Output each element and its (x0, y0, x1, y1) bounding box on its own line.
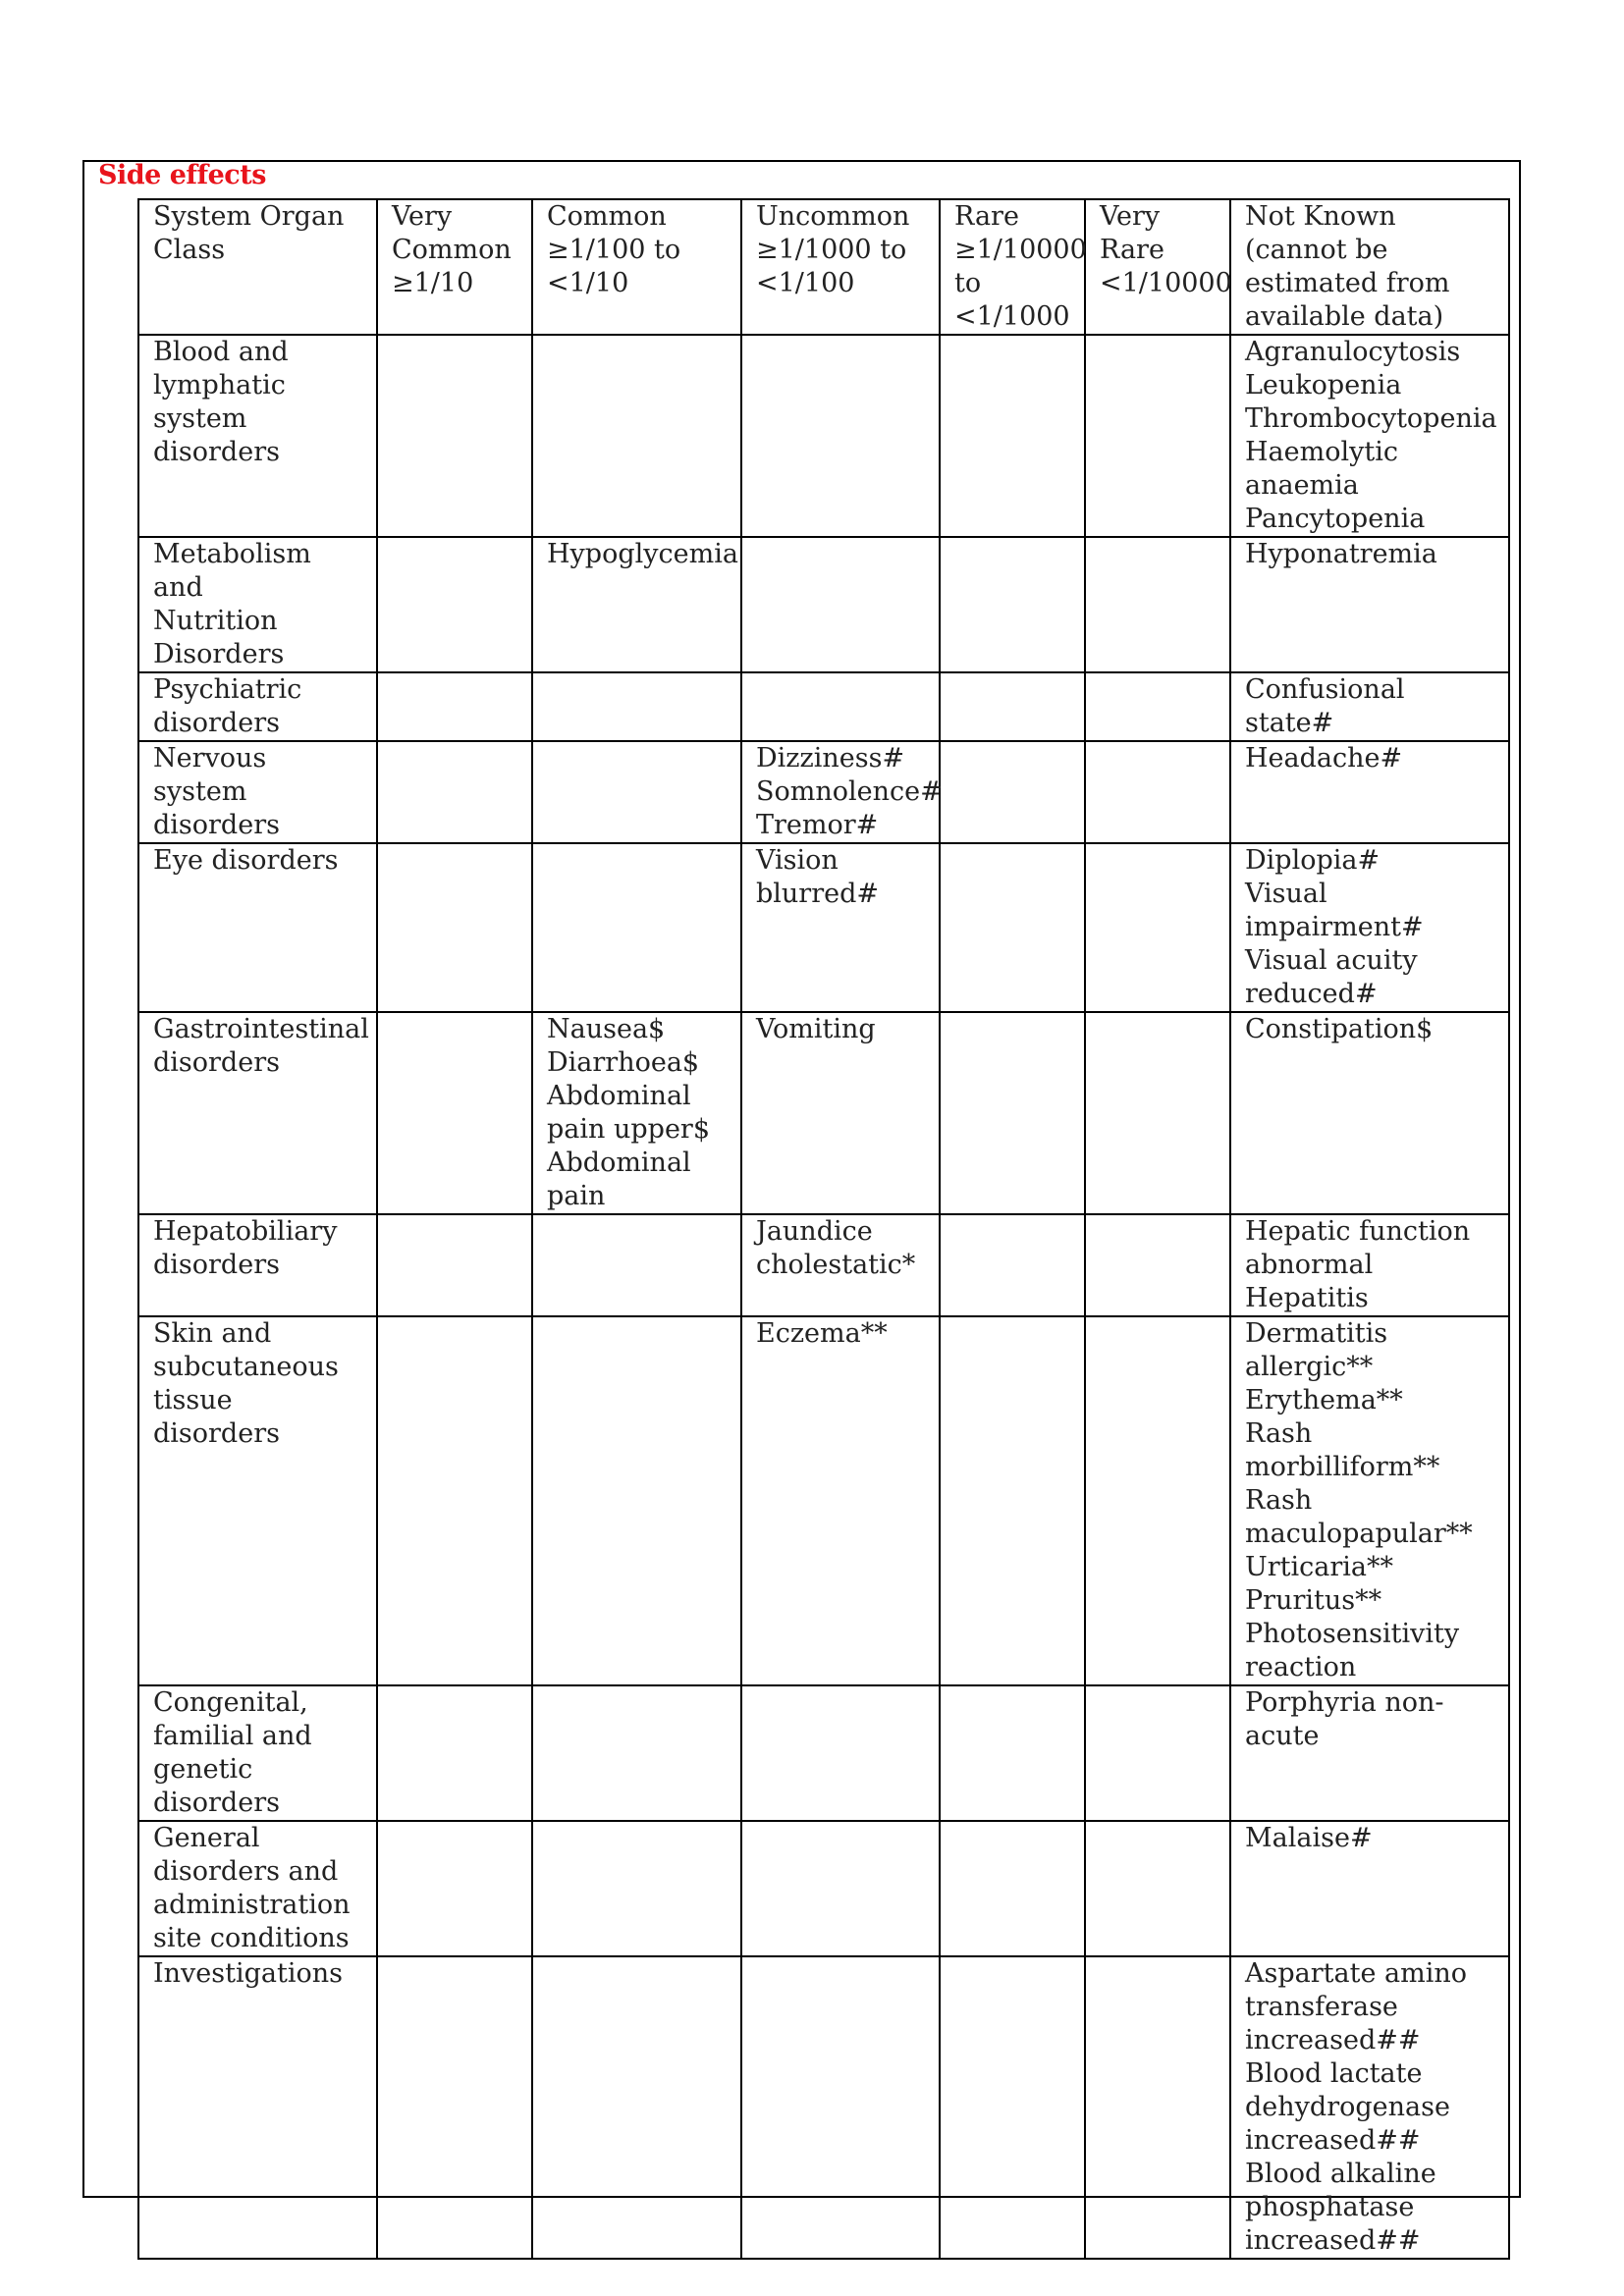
cell-uncommon (741, 1316, 940, 1685)
cell-text: Aspartate amino transferase increased## Blood lactate dehydrogenase increased## Blood alkaline phosphatase increased## (1245, 1958, 1467, 2256)
cell-text: Eye disorders (153, 845, 339, 876)
cell-very-rare (1085, 1821, 1230, 1956)
table-row (138, 1316, 1509, 1685)
header-common: Common ≥1/100 to <1/10 (532, 199, 741, 335)
table-row (138, 1012, 1509, 1214)
cell-text: Diplopia# Visual impairment# Visual acuity reduced# (1245, 845, 1424, 1009)
cell-very-rare (1085, 741, 1230, 843)
cell-not-known (1230, 1214, 1509, 1316)
cell-common (532, 672, 741, 741)
cell-rare (940, 1316, 1085, 1685)
cell-uncommon (741, 741, 943, 843)
table-row (138, 672, 1509, 741)
cell-very-rare (1085, 1316, 1230, 1685)
cell-common (532, 1316, 741, 1685)
cell-common (532, 1685, 741, 1821)
section-title: Side effects (98, 160, 266, 190)
cell-text: Jaundice cholestatic* (756, 1216, 916, 1280)
cell-text: Confusional state# (1245, 674, 1405, 738)
cell-system-organ-class (138, 741, 377, 843)
cell-system-organ-class (138, 1012, 377, 1214)
cell-system-organ-class (138, 335, 377, 537)
cell-rare (940, 843, 1085, 1012)
header-not-known: Not Known (cannot be estimated from available data) (1230, 199, 1509, 335)
cell-not-known (1230, 1956, 1509, 2259)
header-row (138, 199, 1509, 335)
cell-rare (940, 1821, 1085, 1956)
cell-not-known (1230, 335, 1509, 537)
cell-text: Vomiting (756, 1014, 876, 1044)
cell-not-known (1230, 672, 1509, 741)
cell-very-common (377, 741, 532, 843)
cell-very-common (377, 335, 532, 537)
cell-system-organ-class (138, 1956, 377, 2259)
cell-rare (940, 1012, 1085, 1214)
cell-text: Dermatitis allergic** Erythema** Rash morbilliform** Rash maculopapular** Urticaria** Pruritus** Photosensitivity reaction (1245, 1318, 1473, 1682)
cell-uncommon (741, 1012, 940, 1214)
cell-very-rare (1085, 1956, 1230, 2259)
table-row (138, 843, 1509, 1012)
cell-text: General disorders and administration site conditions (153, 1823, 351, 1953)
cell-uncommon (741, 335, 940, 537)
table-row (138, 1821, 1509, 1956)
cell-text: Investigations (153, 1958, 343, 1989)
cell-uncommon (741, 672, 940, 741)
cell-text: Dizziness# Somnolence# Tremor# (756, 743, 943, 840)
cell-rare (940, 1956, 1085, 2259)
cell-system-organ-class (138, 1316, 377, 1685)
cell-system-organ-class (138, 1821, 377, 1956)
cell-very-common (377, 1012, 532, 1214)
cell-common (532, 741, 741, 843)
cell-very-rare (1085, 843, 1230, 1012)
cell-uncommon (741, 1821, 940, 1956)
cell-common (532, 1956, 741, 2259)
cell-not-known (1230, 1012, 1509, 1214)
header-uncommon: Uncommon ≥1/1000 to <1/100 (741, 199, 940, 335)
cell-very-rare (1085, 1012, 1230, 1214)
cell-very-common (377, 1316, 532, 1685)
cell-rare (940, 672, 1085, 741)
cell-common (532, 1821, 741, 1956)
cell-very-common (377, 537, 532, 672)
cell-not-known (1230, 1316, 1509, 1685)
cell-text: Metabolism and Nutrition Disorders (153, 539, 311, 669)
cell-not-known (1230, 1821, 1509, 1956)
cell-very-common (377, 1214, 532, 1316)
cell-text: Psychiatric disorders (153, 674, 302, 738)
cell-very-rare (1085, 672, 1230, 741)
cell-system-organ-class (138, 1214, 377, 1316)
cell-very-common (377, 1821, 532, 1956)
cell-common (532, 335, 741, 537)
cell-text: Gastrointestinal disorders (153, 1014, 369, 1078)
cell-text: Skin and subcutaneous tissue disorders (153, 1318, 339, 1449)
cell-very-rare (1085, 1685, 1230, 1821)
cell-text: Malaise# (1245, 1823, 1373, 1853)
cell-very-rare (1085, 335, 1230, 537)
table-body (138, 335, 1509, 2259)
cell-rare (940, 335, 1085, 537)
header-system-organ-class: System Organ Class (138, 199, 377, 335)
cell-text: Congenital, familial and genetic disorders (153, 1687, 312, 1818)
cell-not-known (1230, 741, 1509, 843)
header-very-common: Very Common ≥1/10 (377, 199, 532, 335)
cell-uncommon (741, 1214, 940, 1316)
cell-very-common (377, 1685, 532, 1821)
side-effects-table (137, 198, 1510, 2260)
cell-system-organ-class (138, 672, 377, 741)
cell-text: Hepatobiliary disorders (153, 1216, 338, 1280)
table-row (138, 335, 1509, 537)
cell-system-organ-class (138, 843, 377, 1012)
cell-uncommon (741, 843, 940, 1012)
cell-text: Headache# (1245, 743, 1403, 774)
cell-text: Constipation$ (1245, 1014, 1434, 1044)
table-row (138, 1685, 1509, 1821)
cell-text: Nausea$ Diarrhoea$ Abdominal pain upper$ Abdominal pain (547, 1014, 711, 1211)
cell-text: Nervous system disorders (153, 743, 280, 840)
cell-very-rare (1085, 537, 1230, 672)
cell-not-known (1230, 843, 1509, 1012)
cell-uncommon (741, 1685, 940, 1821)
cell-system-organ-class (138, 537, 377, 672)
table-row (138, 1214, 1509, 1316)
header-rare: Rare ≥1/10000 to <1/1000 (940, 199, 1085, 335)
cell-rare (940, 537, 1085, 672)
cell-uncommon (741, 537, 940, 672)
cell-text: Porphyria non- acute (1245, 1687, 1444, 1751)
cell-text: Agranulocytosis Leukopenia Thrombocytopenia Haemolytic anaemia Pancytopenia (1245, 337, 1497, 534)
cell-common (532, 843, 741, 1012)
header-very-rare: Very Rare <1/10000 (1085, 199, 1230, 335)
cell-not-known (1230, 537, 1509, 672)
cell-text: Blood and lymphatic system disorders (153, 337, 289, 467)
cell-common (532, 537, 741, 672)
cell-very-common (377, 1956, 532, 2259)
cell-not-known (1230, 1685, 1509, 1821)
cell-rare (940, 1214, 1085, 1316)
cell-text: Vision blurred# (756, 845, 880, 909)
cell-common (532, 1214, 741, 1316)
cell-text: Hepatic function abnormal Hepatitis (1245, 1216, 1471, 1313)
table-row (138, 741, 1509, 843)
cell-text: Hyponatremia (1245, 539, 1437, 569)
cell-system-organ-class (138, 1685, 377, 1821)
table-row (138, 1956, 1509, 2259)
cell-very-common (377, 672, 532, 741)
cell-uncommon (741, 1956, 940, 2259)
cell-text: Hypoglycemia (547, 539, 738, 569)
cell-very-rare (1085, 1214, 1230, 1316)
cell-text: Eczema** (756, 1318, 888, 1349)
cell-rare (940, 1685, 1085, 1821)
cell-very-common (377, 843, 532, 1012)
cell-common (532, 1012, 741, 1214)
cell-rare (940, 741, 1085, 843)
table-row (138, 537, 1509, 672)
